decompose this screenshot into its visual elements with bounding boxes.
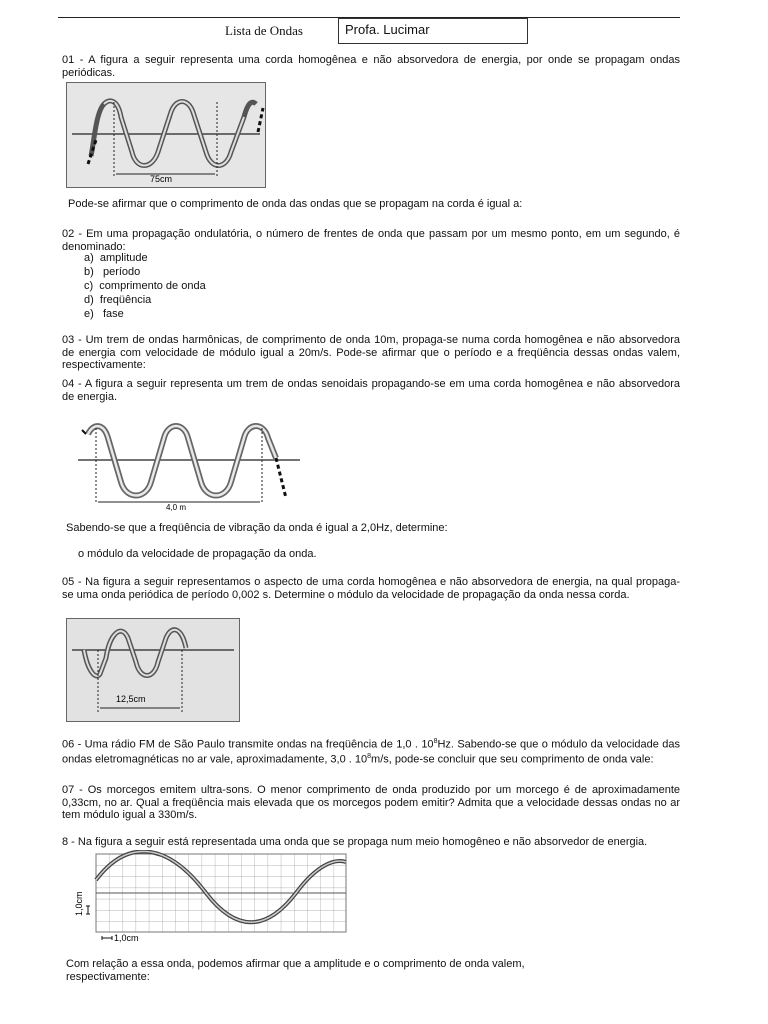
option-a	[84, 252, 148, 265]
question-7: 07 - Os morcegos emitem ultra-sons. O menor comprimento de onda produzido por um morcego é de aproximadamente 0,33cm, no ar. Qual a freqüência mais elevada que os morcegos podem emitir? Admita que a velocidade dessas ondas no ar tem módulo igual a 330m/s.	[62, 784, 680, 821]
figure-q5-label: 12,5cm	[116, 694, 146, 704]
option-text: comprimento de onda	[99, 280, 206, 292]
figure-q4	[66, 408, 306, 514]
question-4-prompt: Sabendo-se que a freqüência de vibração da onda é igual a 2,0Hz, determine:	[66, 522, 448, 534]
option-letter: c)	[84, 280, 94, 292]
question-2: 02 - Em uma propagação ondulatória, o número de frentes de onda que passam por um mesmo ponto, em um segundo, é denominado:	[62, 228, 680, 253]
teacher-name: Profa. Lucimar	[345, 22, 430, 37]
option-b	[84, 266, 140, 279]
option-letter: a)	[84, 252, 94, 264]
question-3: 03 - Um trem de ondas harmônicas, de comprimento de onda 10m, propaga-se numa corda homogênea e não absorvedora de energia com velocidade de módulo igual a 20m/s. Pode-se afirmar que o período e a freqüência dessas ondas valem, respectivamente:	[62, 334, 680, 371]
question-4: 04 - A figura a seguir representa um trem de ondas senoidais propagando-se em uma corda homogênea e não absorvedora de energia.	[62, 378, 680, 403]
option-letter: b)	[84, 266, 94, 278]
option-letter: e)	[84, 308, 94, 320]
option-text: fase	[102, 308, 124, 320]
q6-part-a: 06 - Uma rádio FM de São Paulo transmite ondas na freqüência de 1,0 . 10	[62, 738, 434, 751]
figure-q8	[66, 850, 350, 946]
figure-q4-label: 4,0 m	[166, 503, 187, 512]
figure-q8-y-label: 1,0cm	[74, 891, 84, 916]
q6-part-c: m/s, pode-se concluir que seu comprimento de onda vale:	[371, 753, 654, 766]
figure-q1	[66, 82, 266, 188]
option-text: amplitude	[99, 252, 148, 264]
question-4-item: o módulo da velocidade de propagação da onda.	[78, 548, 317, 560]
figure-q5	[66, 618, 240, 722]
option-text: período	[102, 266, 141, 278]
question-6	[62, 736, 680, 766]
question-5: 05 - Na figura a seguir representamos o aspecto de uma corda homogênea e não absorvedora de energia, na qual propaga-se uma onda periódica de período 0,002 s. Determine o módulo da velocidade de propagação da onda nessa corda.	[62, 576, 680, 601]
option-letter: d)	[84, 294, 94, 306]
option-c	[84, 280, 206, 293]
question-8-prompt: Com relação a essa onda, podemos afirmar que a amplitude e o comprimento de onda valem, respectivamente:	[66, 958, 525, 983]
figure-q8-x-label: 1,0cm	[114, 933, 139, 943]
q6-exponent-b: 8	[367, 753, 372, 761]
option-e	[84, 308, 124, 321]
question-1: 01 - A figura a seguir representa uma corda homogênea e não absorvedora de energia, por onde se propagam ondas periódicas.	[62, 54, 680, 79]
question-1-prompt: Pode-se afirmar que o comprimento de onda das ondas que se propagam na corda é igual a:	[68, 198, 523, 210]
teacher-box	[338, 18, 528, 44]
option-d	[84, 294, 151, 307]
figure-q1-label: 75cm	[150, 174, 173, 184]
question-8: 8 - Na figura a seguir está representada uma onda que se propaga num meio homogêneo e não absorvedor de energia.	[62, 836, 648, 848]
option-text: freqüência	[99, 294, 152, 306]
q6-exponent-a: 8	[433, 738, 438, 745]
q6-part-b: Hz. Sabendo-se que o módulo da velocidade das ondas eletromagnéticas no ar vale, aproximadamente, 3,0 . 10	[62, 738, 680, 766]
page-title: Lista de Ondas	[225, 23, 303, 38]
